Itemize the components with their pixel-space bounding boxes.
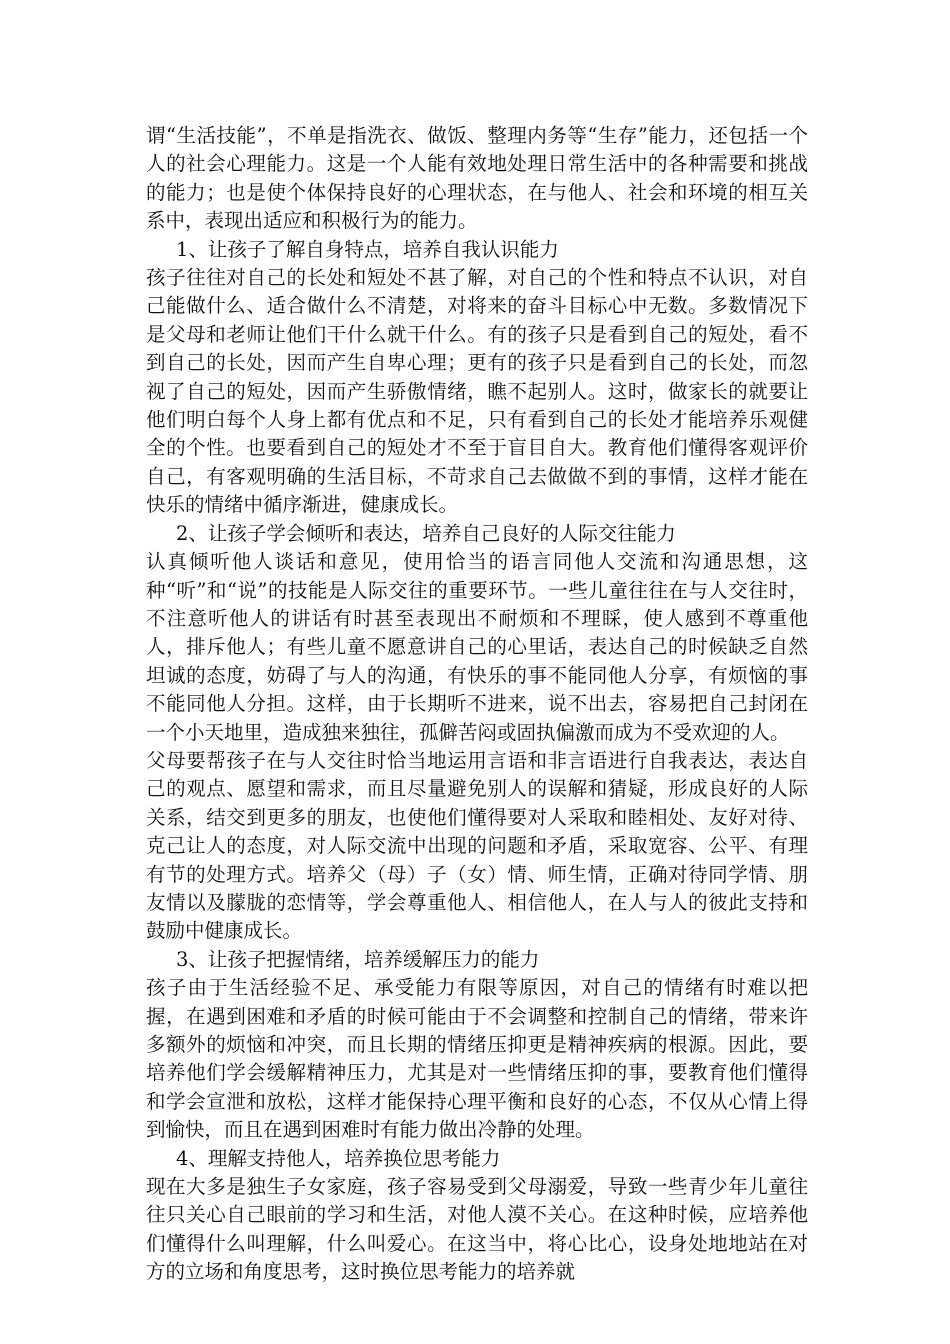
section-3-paragraph: 孩子由于生活经验不足、承受能力有限等原因，对自己的情绪有时难以把握，在遇到困难和矛盾的时候可能由于不会调整和控制自己的情绪，带来许多额外的烦恼和冲突，而且长期的情绪压抑更是精神疾病的根源。因此，要培养他们学会缓解精神压力，尤其是对一些情绪压抑的事，要教育他们懂得和学会宣泄和放松，这样才能保持心理平衡和良好的心态，不仅从心情上得到愉快，而且在遇到困难时有能力做出冷静的处理。 bbox=[146, 976, 808, 1142]
section-1-heading: 1、让孩子了解自身特点，培养自我认识能力 bbox=[176, 237, 559, 261]
document-page bbox=[146, 122, 808, 1287]
section-3-heading: 3、让孩子把握情绪，培养缓解压力的能力 bbox=[176, 947, 540, 971]
section-2-paragraph-1: 认真倾听他人谈话和意见，使用恰当的语言同他人交流和沟通思想，这种“听”和“说”的技能是人际交往的重要环节。一些儿童往往在与人交往时，不注意听他人的讲话有时甚至表现出不耐烦和不理睬，使人感到不尊重他人，排斥他人；有些儿童不愿意讲自己的心里话，表达自己的时候缺乏自然坦诚的态度，妨碍了与人的沟通，有快乐的事不能同他人分享，有烦恼的事不能同他人分担。这样，由于长期听不进来，说不出去，容易把自己封闭在一个小天地里，造成独来独往，孤僻苦闷或固执偏激而成为不受欢迎的人。 bbox=[146, 550, 808, 744]
section-1-paragraph: 孩子往往对自己的长处和短处不甚了解，对自己的个性和特点不认识，对自己能做什么、适合做什么不清楚，对将来的奋斗目标心中无数。多数情况下是父母和老师让他们干什么就干什么。有的孩子只是看到自己的短处，看不到自己的长处，因而产生自卑心理；更有的孩子只是看到自己的长处，而忽视了自己的短处，因而产生骄傲情绪，瞧不起别人。这时，做家长的就要让他们明白每个人身上都有优点和不足，只有看到自己的长处才能培养乐观健全的个性。也要看到自己的短处才不至于盲目自大。教育他们懂得客观评价自己，有客观明确的生活目标，不苛求自己去做做不到的事情，这样才能在快乐的情绪中循序渐进，健康成长。 bbox=[146, 266, 808, 517]
section-4-heading: 4、理解支持他人，培养换位思考能力 bbox=[176, 1146, 501, 1170]
section-2-heading: 2、让孩子学会倾听和表达，培养自己良好的人际交往能力 bbox=[176, 521, 676, 545]
intro-paragraph: 谓“生活技能”，不单是指洗衣、做饭、整理内务等“生存”能力，还包括一个人的社会心理能力。这是一个人能有效地处理日常生活中的各种需要和挑战的能力；也是使个体保持良好的心理状态，在与他人、社会和环境的相互关系中，表现出适应和积极行为的能力。 bbox=[146, 124, 808, 233]
section-2-paragraph-2: 父母要帮孩子在与人交往时恰当地运用言语和非言语进行自我表达，表达自己的观点、愿望和需求，而且尽量避免别人的误解和猜疑，形成良好的人际关系，结交到更多的朋友，也使他们懂得要对人采取和睦相处、友好对待、克己让人的态度，对人际交流中出现的问题和矛盾，采取宽容、公平、有理有节的处理方式。培养父（母）子（女）情、师生情，正确对待同学情、朋友情以及朦胧的恋情等，学会尊重他人、相信他人，在人与人的彼此支持和鼓励中健康成长。 bbox=[146, 748, 808, 943]
section-4-paragraph: 现在大多是独生子女家庭，孩子容易受到父母溺爱，导致一些青少年儿童往往只关心自己眼前的学习和生活，对他人漠不关心。在这种时候，应培养他们懂得什么叫理解，什么叫爱心。在这当中，将心比心，设身处地地站在对方的立场和角度思考，这时换位思考能力的培养就 bbox=[146, 1175, 808, 1284]
